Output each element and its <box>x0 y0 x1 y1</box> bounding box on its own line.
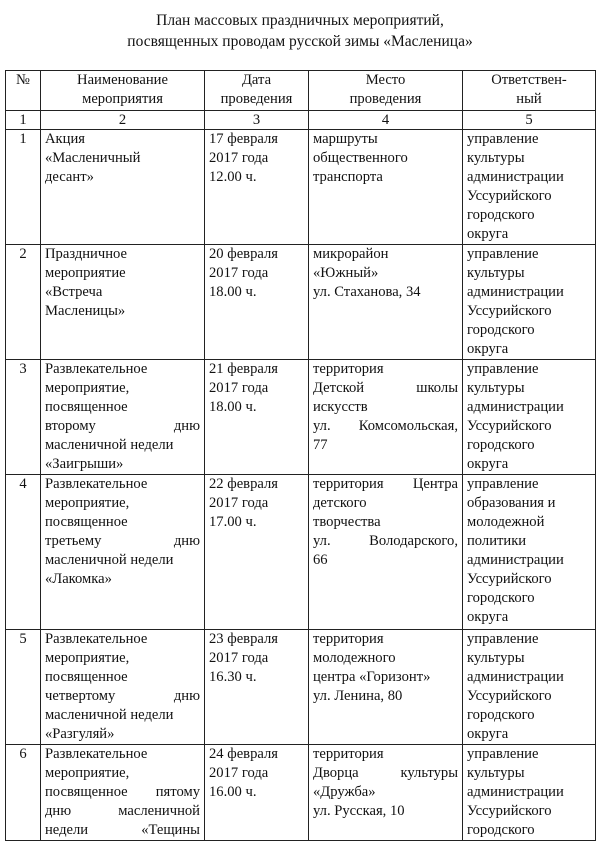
cell-line: мероприятие, <box>45 495 130 511</box>
cell-line: посвященное пятому <box>45 784 200 800</box>
cell-line: «Дружба» <box>313 784 376 800</box>
cell-line: администрации <box>467 399 564 415</box>
cell-line: округа <box>467 226 509 242</box>
cell-name <box>41 130 205 245</box>
cell-line: масленичной недели <box>45 707 174 723</box>
cell-line: 16.30 ч. <box>209 669 257 685</box>
cell-date <box>205 630 309 745</box>
cell-line: «Встреча <box>45 284 103 300</box>
cell-line: управление <box>467 246 539 262</box>
cell-line: 2017 года <box>209 765 269 781</box>
row-number: 3 <box>6 360 41 475</box>
table-body <box>6 130 596 841</box>
title-line-2: посвященных проводам русской зимы «Масленица» <box>127 33 473 50</box>
header-name: Наименование мероприятия <box>41 71 205 111</box>
cell-line: культуры <box>467 765 525 781</box>
cell-line: ул. Комсомольская, <box>313 418 458 434</box>
cell-line: мероприятие, <box>45 650 130 666</box>
cell-line: администрации <box>467 784 564 800</box>
cell-line: Дворца культуры <box>313 765 458 781</box>
cell-line: посвященное <box>45 669 128 685</box>
cell-line: 18.00 ч. <box>209 399 257 415</box>
cell-line: Уссурийского <box>467 418 552 434</box>
cell-line: Праздничное <box>45 246 127 262</box>
cell-line: Развлекательное <box>45 361 148 377</box>
cell-line: «Заигрыши» <box>45 456 124 472</box>
table-row <box>6 130 596 245</box>
cell-line: «Южный» <box>313 265 379 281</box>
cell-line: 2017 года <box>209 380 269 396</box>
row-number: 4 <box>6 475 41 630</box>
cell-line: недели «Тещины <box>45 822 200 838</box>
cell-line: Акция <box>45 131 85 147</box>
cell-line: десант» <box>45 169 94 185</box>
cell-line: масленичной недели <box>45 552 174 568</box>
cell-date <box>205 130 309 245</box>
cell-line: ул. Володарского, <box>313 533 458 549</box>
cell-line: 22 февраля <box>209 476 278 492</box>
table-row <box>6 745 596 841</box>
cell-place <box>309 630 463 745</box>
cell-line: 2017 года <box>209 265 269 281</box>
cell-line: городского <box>467 707 535 723</box>
cell-line: управление <box>467 476 539 492</box>
cell-resp <box>463 745 596 841</box>
cell-line: округа <box>467 726 509 742</box>
column-number: 5 <box>463 111 596 130</box>
cell-line: «Разгуляй» <box>45 726 115 742</box>
cell-line: городского <box>467 590 535 606</box>
cell-line: городского <box>467 207 535 223</box>
cell-line: 12.00 ч. <box>209 169 257 185</box>
cell-line: Уссурийского <box>467 571 552 587</box>
cell-line: Уссурийского <box>467 188 552 204</box>
cell-line: молодежного <box>313 650 396 666</box>
cell-line: Уссурийского <box>467 803 552 819</box>
cell-line: политики <box>467 533 527 549</box>
cell-line: управление <box>467 631 539 647</box>
table-row <box>6 475 596 630</box>
cell-name <box>41 245 205 360</box>
cell-place <box>309 475 463 630</box>
cell-line: 2017 года <box>209 650 269 666</box>
column-number: 3 <box>205 111 309 130</box>
cell-resp <box>463 245 596 360</box>
cell-line: мероприятие, <box>45 380 130 396</box>
cell-line: микрорайон <box>313 246 389 262</box>
cell-line: посвященное <box>45 399 128 415</box>
cell-place <box>309 745 463 841</box>
cell-line: управление <box>467 131 539 147</box>
column-number: 2 <box>41 111 205 130</box>
column-number: 4 <box>309 111 463 130</box>
column-number: 1 <box>6 111 41 130</box>
cell-line: территория <box>313 746 384 762</box>
cell-line: 18.00 ч. <box>209 284 257 300</box>
cell-resp <box>463 130 596 245</box>
cell-line: 24 февраля <box>209 746 278 762</box>
header-place: Место проведения <box>309 71 463 111</box>
column-number-row <box>6 111 596 130</box>
cell-line: Развлекательное <box>45 746 148 762</box>
table-row <box>6 630 596 745</box>
cell-line: творчества <box>313 514 381 530</box>
cell-line: 66 <box>313 552 328 568</box>
events-table <box>5 70 596 841</box>
cell-line: 17.00 ч. <box>209 514 257 530</box>
cell-date <box>205 245 309 360</box>
cell-resp <box>463 630 596 745</box>
cell-line: Уссурийского <box>467 303 552 319</box>
cell-line: управление <box>467 361 539 377</box>
cell-line: мероприятие, <box>45 765 130 781</box>
cell-line: дню масленичной <box>45 803 200 819</box>
cell-line: 16.00 ч. <box>209 784 257 800</box>
cell-line: 23 февраля <box>209 631 278 647</box>
cell-line: администрации <box>467 169 564 185</box>
row-number: 2 <box>6 245 41 360</box>
cell-resp <box>463 475 596 630</box>
cell-line: культуры <box>467 265 525 281</box>
cell-line: посвященное <box>45 514 128 530</box>
cell-line: Развлекательное <box>45 476 148 492</box>
cell-line: администрации <box>467 284 564 300</box>
table-row <box>6 245 596 360</box>
cell-resp <box>463 360 596 475</box>
cell-line: четвертому дню <box>45 688 200 704</box>
cell-line: ул. Стаханова, 34 <box>313 284 421 300</box>
cell-line: Масленицы» <box>45 303 126 319</box>
cell-line: Детской школы <box>313 380 458 396</box>
cell-date <box>205 360 309 475</box>
cell-line: центра «Горизонт» <box>313 669 431 685</box>
cell-line: городского <box>467 822 535 838</box>
header-no: № <box>6 71 41 111</box>
cell-name <box>41 475 205 630</box>
cell-line: образования и <box>467 495 556 511</box>
header-responsible: Ответствен- ный <box>463 71 596 111</box>
cell-line: «Масленичный <box>45 150 141 166</box>
cell-name <box>41 745 205 841</box>
cell-date <box>205 475 309 630</box>
row-number: 5 <box>6 630 41 745</box>
header-date: Дата проведения <box>205 71 309 111</box>
cell-line: маршруты <box>313 131 378 147</box>
cell-line: городского <box>467 437 535 453</box>
cell-date <box>205 745 309 841</box>
cell-line: администрации <box>467 552 564 568</box>
cell-line: культуры <box>467 650 525 666</box>
cell-line: территория Центра <box>313 476 458 492</box>
cell-line: 2017 года <box>209 495 269 511</box>
cell-line: транспорта <box>313 169 383 185</box>
cell-line: 21 февраля <box>209 361 278 377</box>
cell-line: искусств <box>313 399 368 415</box>
row-number: 6 <box>6 745 41 841</box>
cell-line: 20 февраля <box>209 246 278 262</box>
cell-line: территория <box>313 631 384 647</box>
header-row <box>6 71 596 111</box>
cell-name <box>41 630 205 745</box>
cell-line: Развлекательное <box>45 631 148 647</box>
cell-line: управление <box>467 746 539 762</box>
cell-line: 77 <box>313 437 328 453</box>
cell-line: округа <box>467 341 509 357</box>
cell-line: ул. Русская, 10 <box>313 803 405 819</box>
cell-line: масленичной недели <box>45 437 174 453</box>
cell-line: мероприятие <box>45 265 126 281</box>
cell-place <box>309 245 463 360</box>
cell-place <box>309 360 463 475</box>
cell-line: округа <box>467 456 509 472</box>
cell-line: культуры <box>467 150 525 166</box>
cell-line: культуры <box>467 380 525 396</box>
cell-line: администрации <box>467 669 564 685</box>
table-row <box>6 360 596 475</box>
cell-line: городского <box>467 322 535 338</box>
cell-line: 2017 года <box>209 150 269 166</box>
cell-line: общественного <box>313 150 408 166</box>
cell-line: третьему дню <box>45 533 200 549</box>
cell-line: округа <box>467 609 509 625</box>
document-title <box>0 10 600 52</box>
cell-line: территория <box>313 361 384 377</box>
cell-line: детского <box>313 495 367 511</box>
cell-line: Уссурийского <box>467 688 552 704</box>
cell-line: ул. Ленина, 80 <box>313 688 403 704</box>
cell-place <box>309 130 463 245</box>
title-line-1: План массовых праздничных мероприятий, <box>156 12 444 29</box>
row-number: 1 <box>6 130 41 245</box>
cell-line: второму дню <box>45 418 200 434</box>
cell-name <box>41 360 205 475</box>
cell-line: «Лакомка» <box>45 571 112 587</box>
cell-line: молодежной <box>467 514 545 530</box>
cell-line: 17 февраля <box>209 131 278 147</box>
